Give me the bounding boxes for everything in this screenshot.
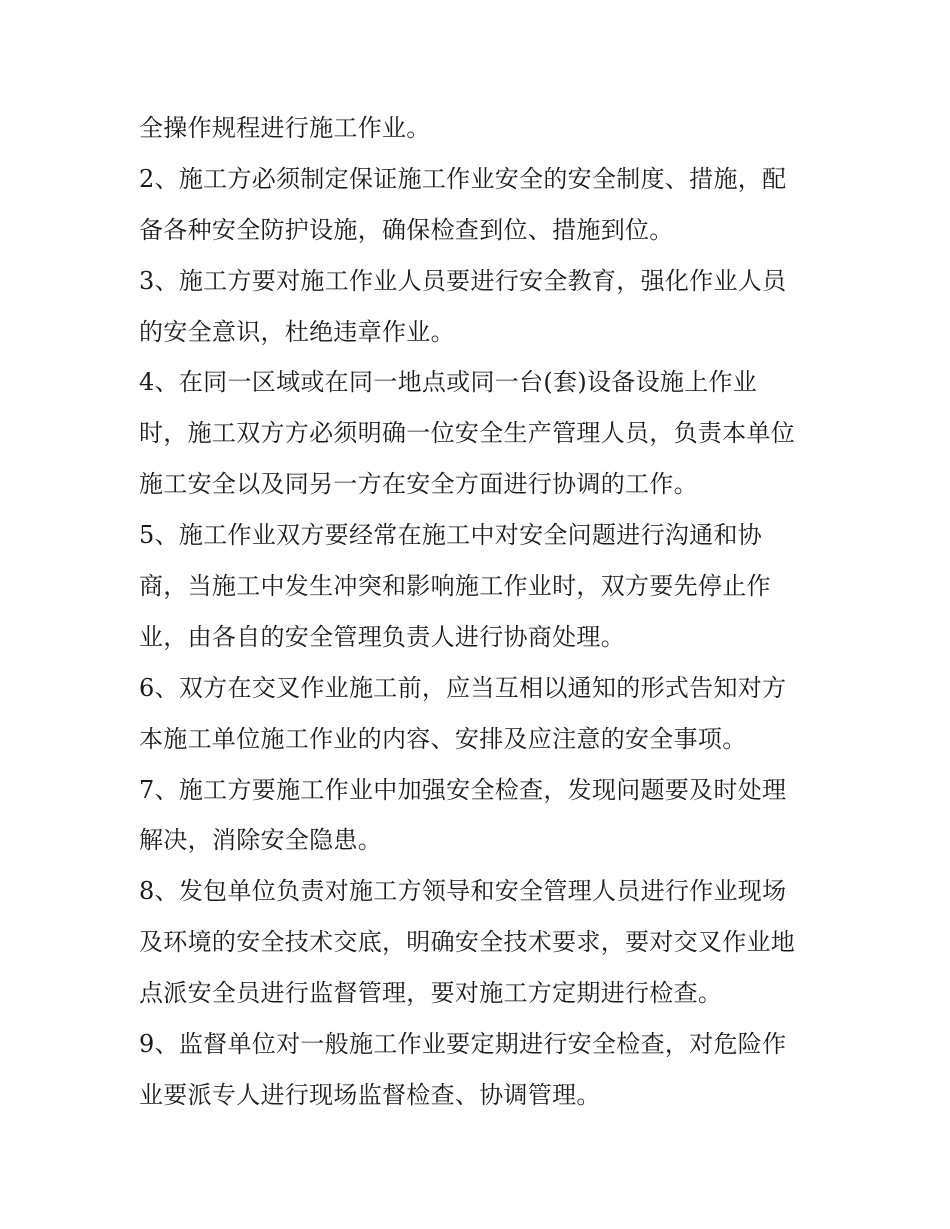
document-body bbox=[139, 103, 819, 1121]
text-line: 业，由各自的安全管理负责人进行协商处理。 bbox=[139, 622, 625, 651]
text-line: 6、双方在交叉作业施工前，应当互相以通知的形式告知对方 bbox=[139, 673, 787, 702]
text-line: 时，施工双方方必须明确一位安全生产管理人员，负责本单位 bbox=[139, 419, 796, 448]
text-line: 7、施工方要施工作业中加强安全检查，发现问题要及时处理 bbox=[139, 775, 787, 804]
text-line: 商，当施工中发生冲突和影响施工作业时，双方要先停止作 bbox=[139, 572, 771, 601]
text-line: 全操作规程进行施工作业。 bbox=[139, 114, 431, 142]
text-line: 备各种安全防护设施，确保检查到位、措施到位。 bbox=[139, 215, 674, 244]
text-line: 业要派专人进行现场监督检查、协调管理。 bbox=[139, 1080, 601, 1109]
text-line: 5、施工作业双方要经常在施工中对安全问题进行沟通和协 bbox=[139, 521, 763, 550]
text-line: 解决，消除安全隐患。 bbox=[139, 826, 382, 855]
text-line: 点派安全员进行监督管理，要对施工方定期进行检查。 bbox=[139, 979, 723, 1008]
text-line: 2、施工方必须制定保证施工作业安全的安全制度、措施，配 bbox=[139, 164, 787, 193]
text-line: 9、监督单位对一般施工作业要定期进行安全检查，对危险作 bbox=[139, 1030, 787, 1059]
text-line: 4、在同一区域或在同一地点或同一台(套)设备设施上作业 bbox=[139, 368, 758, 397]
text-line: 施工安全以及同另一方在安全方面进行协调的工作。 bbox=[139, 470, 698, 499]
text-line: 本施工单位施工作业的内容、安排及应注意的安全事项。 bbox=[139, 724, 747, 753]
text-line: 的安全意识，杜绝违章作业。 bbox=[139, 317, 455, 346]
text-line: 3、施工方要对施工作业人员要进行安全教育，强化作业人员 bbox=[139, 266, 787, 295]
text-line: 及环境的安全技术交底，明确安全技术要求，要对交叉作业地 bbox=[139, 928, 796, 957]
text-line: 8、发包单位负责对施工方领导和安全管理人员进行作业现场 bbox=[139, 877, 787, 906]
